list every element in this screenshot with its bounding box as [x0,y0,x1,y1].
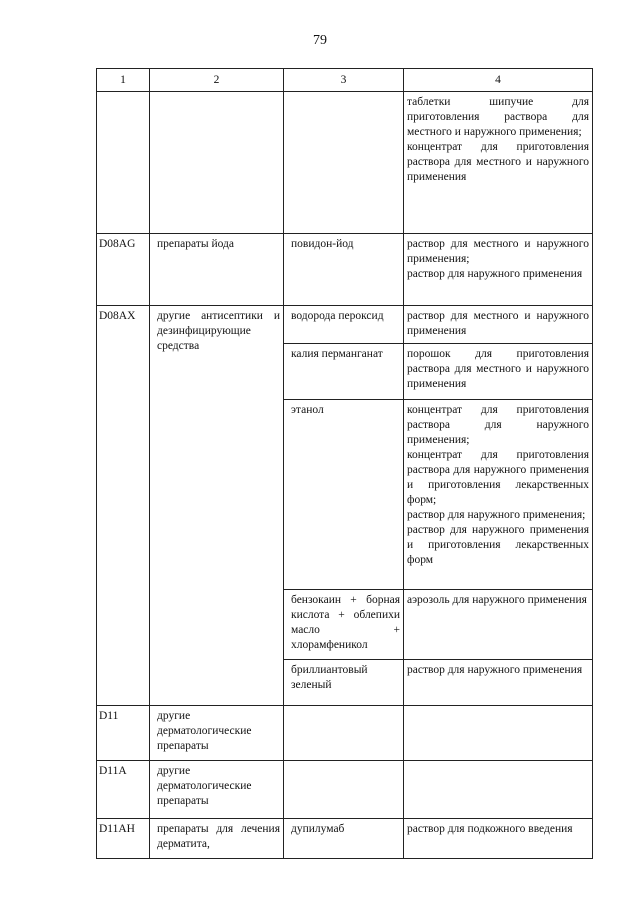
group-cell: препараты для лечения дерматита, [150,819,284,859]
column-header: 3 [284,69,404,92]
drug-cell: бензокаин + борная кислота + облепихи масло + хлорамфеникол [284,590,404,660]
dosage-forms-cell [404,234,593,306]
column-header: 2 [150,69,284,92]
drug-cell [284,92,404,234]
group-cell: препараты йода [150,234,284,306]
dosage-forms-cell [404,706,593,761]
atc-code-cell: D11AH [97,819,150,859]
atc-code-cell [97,92,150,234]
dosage-form: концентрат для приготовления раствора для наружного применения; [407,404,589,446]
dosage-forms-cell [404,344,593,400]
atc-code-cell: D08AX [97,306,150,706]
table-row [97,92,593,234]
group-cell [150,92,284,234]
page-number: 79 [313,33,327,48]
group-cell: другие антисептики и дезинфицирующие средства [150,306,284,706]
dosage-form: порошок для приготовления раствора для местного и наружного применения [407,348,589,390]
drug-cell: этанол [284,400,404,590]
dosage-forms-cell [404,761,593,819]
column-header: 1 [97,69,150,92]
atc-code-cell: D08AG [97,234,150,306]
drug-cell: повидон-йод [284,234,404,306]
dosage-form: раствор для наружного применения [407,664,583,676]
drug-cell [284,761,404,819]
table-row [97,819,593,859]
drug-table [96,68,593,859]
dosage-form: концентрат для приготовления раствора для наружного применения и приготовления лекарственных форм; [407,449,589,506]
dosage-forms-cell [404,660,593,706]
dosage-form: раствор для наружного применения; [407,509,586,521]
drug-cell: калия перманганат [284,344,404,400]
drug-cell: бриллиантовый зеленый [284,660,404,706]
dosage-forms-cell [404,819,593,859]
dosage-form: раствор для местного и наружного применения [407,310,589,337]
drug-cell: дупилумаб [284,819,404,859]
dosage-form: раствор для наружного применения [407,268,583,280]
table-row [97,306,593,344]
drug-cell [284,706,404,761]
dosage-forms-cell [404,306,593,344]
dosage-forms-cell [404,590,593,660]
dosage-form: раствор для подкожного введения [407,823,573,835]
dosage-form: раствор для местного и наружного применения; [407,238,589,265]
drug-cell: водорода пероксид [284,306,404,344]
table-header-row [97,69,593,92]
dosage-forms-cell [404,92,593,234]
group-cell: другие дерматологические препараты [150,761,284,819]
atc-code-cell: D11 [97,706,150,761]
dosage-form: аэрозоль для наружного применения [407,594,587,606]
table-row [97,706,593,761]
dosage-form: концентрат для приготовления раствора для местного и наружного применения [407,141,589,183]
dosage-forms-cell [404,400,593,590]
group-cell: другие дерматологические препараты [150,706,284,761]
table-row [97,761,593,819]
column-header: 4 [404,69,593,92]
atc-code-cell: D11A [97,761,150,819]
dosage-form: раствор для наружного применения и приготовления лекарственных форм [407,524,589,566]
table-row [97,234,593,306]
dosage-form: таблетки шипучие для приготовления раствора для местного и наружного применения; [407,96,589,138]
